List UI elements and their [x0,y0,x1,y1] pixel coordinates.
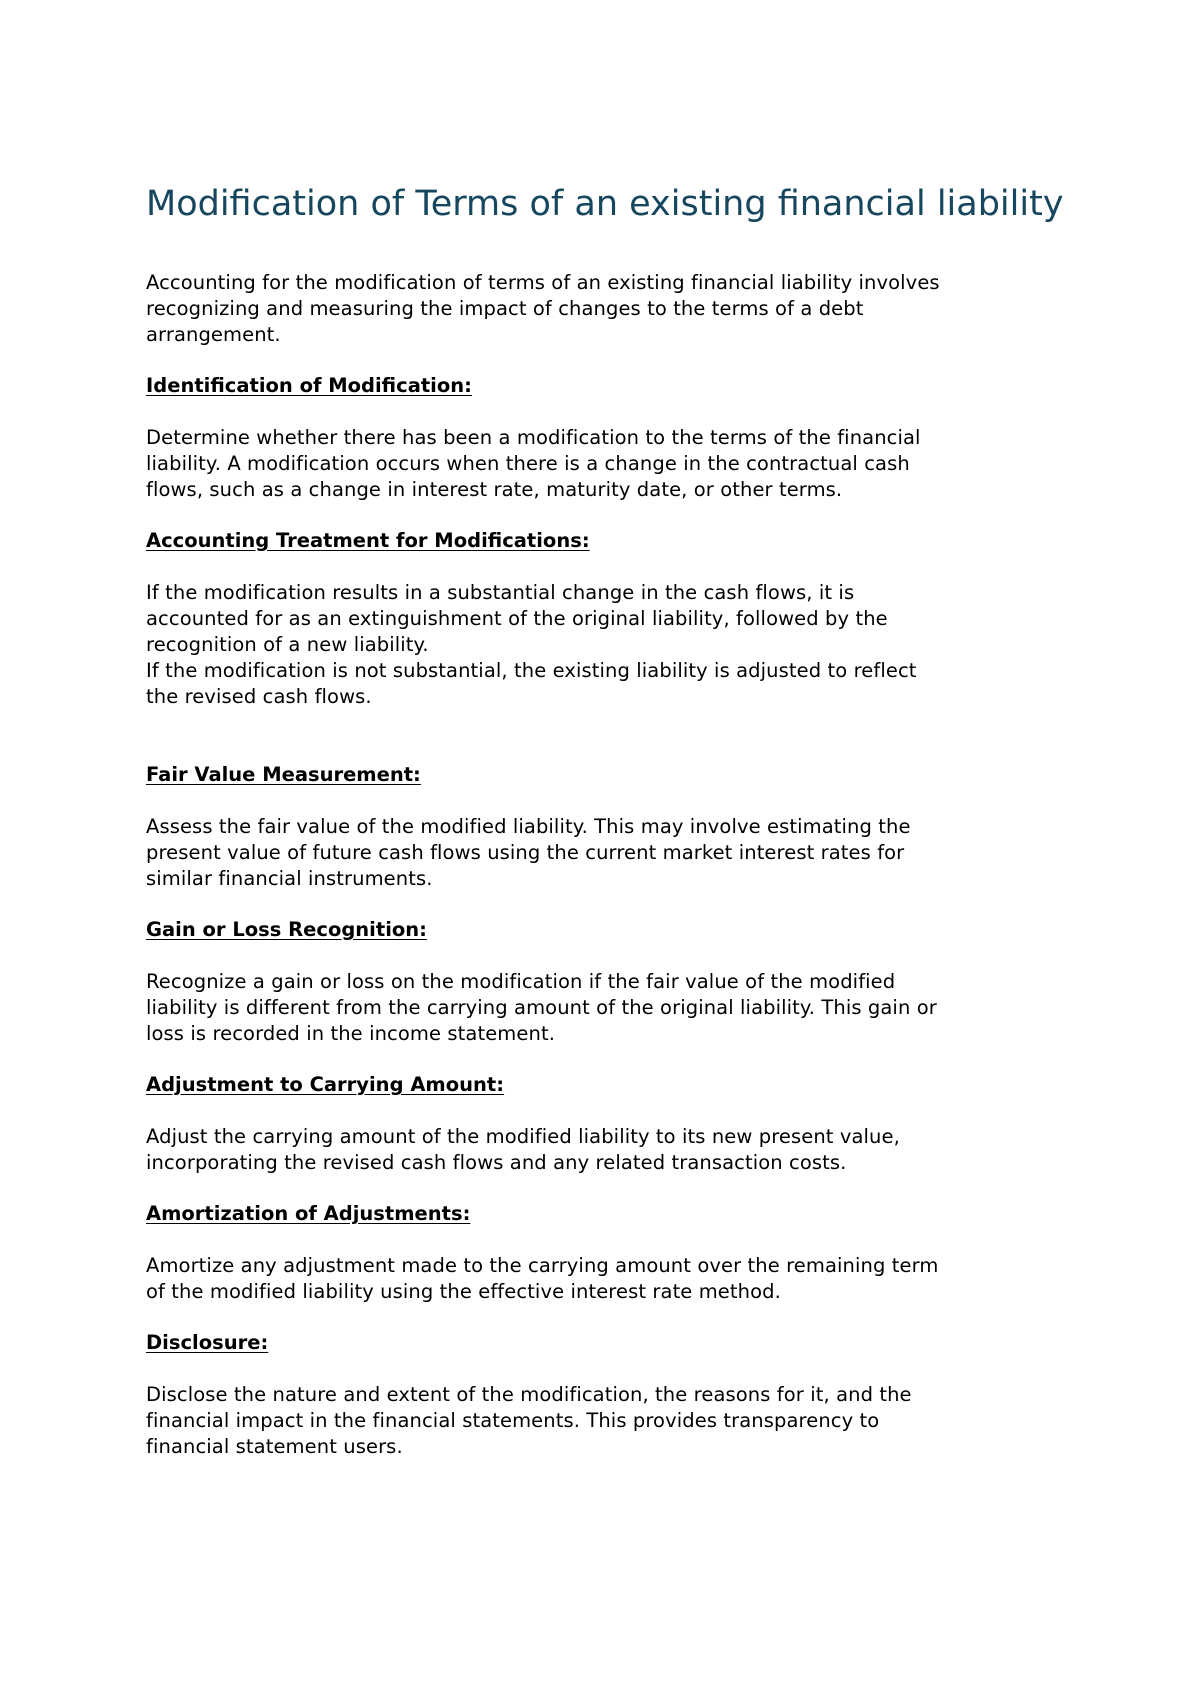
intro-line: Accounting for the modification of terms of an existing financial liability involves [146,271,940,294]
section-heading-fair-value: Fair Value Measurement: [146,763,421,786]
section-heading-amortization: Amortization of Adjustments: [146,1202,471,1225]
body-line: the revised cash flows. [146,685,372,708]
body-line: incorporating the revised cash flows and any related transaction costs. [146,1151,847,1174]
section-body-fair-value [146,814,1076,892]
body-line: Assess the fair value of the modified liability. This may involve estimating the [146,815,911,838]
section-heading-disclosure: Disclosure: [146,1331,269,1354]
section-body-amortization [146,1253,1076,1305]
body-line: Determine whether there has been a modification to the terms of the financial [146,426,921,449]
section-body-carrying-amount [146,1124,1076,1176]
section-body-accounting-treatment [146,580,1076,710]
section-heading-accounting-treatment: Accounting Treatment for Modifications: [146,529,590,552]
body-line: similar financial instruments. [146,867,433,890]
body-line: If the modification is not substantial, the existing liability is adjusted to reflect [146,659,917,682]
body-line: of the modified liability using the effective interest rate method. [146,1280,781,1303]
body-line: financial statement users. [146,1435,403,1458]
body-line: accounted for as an extinguishment of the original liability, followed by the [146,607,888,630]
body-line: Disclose the nature and extent of the modification, the reasons for it, and the [146,1383,912,1406]
body-line: liability is different from the carrying amount of the original liability. This gain or [146,996,937,1019]
body-line: Recognize a gain or loss on the modification if the fair value of the modified [146,970,896,993]
intro-line: arrangement. [146,323,281,346]
body-line: Adjust the carrying amount of the modified liability to its new present value, [146,1125,900,1148]
section-body-disclosure [146,1382,1076,1460]
intro-paragraph [146,270,1076,348]
body-line: If the modification results in a substantial change in the cash flows, it is [146,581,855,604]
section-heading-identification: Identification of Modification: [146,374,472,397]
body-line: liability. A modification occurs when there is a change in the contractual cash [146,452,910,475]
section-heading-gain-loss: Gain or Loss Recognition: [146,918,427,941]
body-line: recognition of a new liability. [146,633,429,656]
section-body-gain-loss [146,969,1076,1047]
body-line: flows, such as a change in interest rate, maturity date, or other terms. [146,478,843,501]
body-line: Amortize any adjustment made to the carrying amount over the remaining term [146,1254,939,1277]
section-heading-carrying-amount: Adjustment to Carrying Amount: [146,1073,505,1096]
document-body [146,178,1076,1460]
document-title: Modification of Terms of an existing financial liability [146,184,1064,224]
section-body-identification [146,425,1076,503]
body-line: present value of future cash flows using the current market interest rates for [146,841,905,864]
intro-line: recognizing and measuring the impact of changes to the terms of a debt [146,297,864,320]
body-line: loss is recorded in the income statement. [146,1022,555,1045]
body-line: financial impact in the financial statements. This provides transparency to [146,1409,880,1432]
